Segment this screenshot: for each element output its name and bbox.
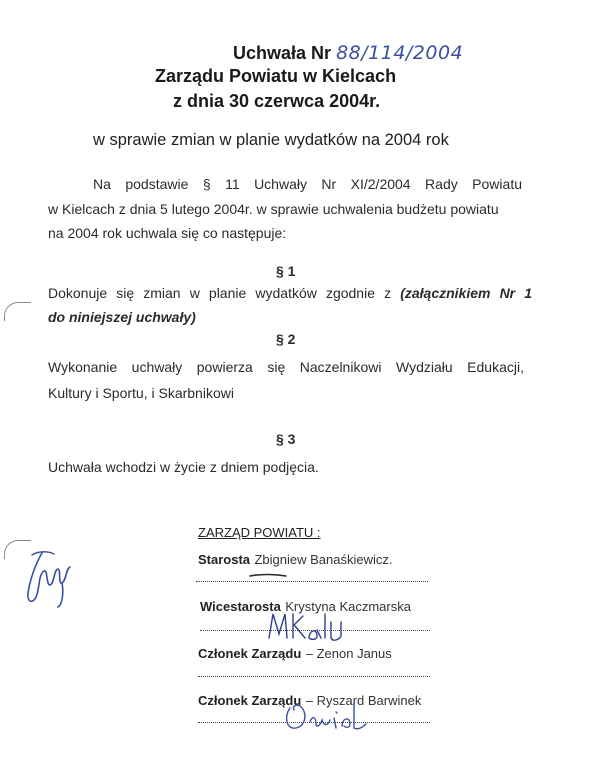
margin-initials-signature bbox=[18, 545, 78, 615]
section-3-mark: § 3 bbox=[276, 431, 296, 447]
section-2-line-2: Kultury i Sportu, i Skarbnikowi bbox=[48, 385, 234, 401]
member-name: Krystyna Kaczmarska bbox=[285, 599, 411, 614]
czlonek-barwinek-signature bbox=[280, 698, 390, 738]
board-member-1 bbox=[198, 551, 393, 569]
preamble-line-1: Na podstawie § 11 Uchwały Nr XI/2/2004 Rady Powiatu bbox=[93, 176, 522, 192]
date-line: z dnia 30 czerwca 2004r. bbox=[173, 91, 381, 111]
handwritten-number: 88/114/2004 bbox=[336, 42, 464, 64]
member-role: Wicestarosta bbox=[200, 599, 281, 614]
resolution-title bbox=[233, 42, 463, 64]
preamble-line-3: na 2004 rok uchwala się co następuje: bbox=[48, 225, 287, 241]
section-1-line-1 bbox=[48, 281, 532, 305]
member-name: – Zenon Janus bbox=[305, 646, 392, 661]
section-1-mark: § 1 bbox=[276, 263, 296, 279]
section-2-line-1: Wykonanie uchwały powierza się Naczelnikowi Wydziału Edukacji, bbox=[48, 359, 524, 375]
subject-line: w sprawie zmian w planie wydatków na 2004 rok bbox=[93, 131, 449, 149]
member-role: Starosta bbox=[198, 552, 251, 567]
member-name: Zbigniew Banaśkiewicz. bbox=[254, 552, 393, 567]
punch-hole-top bbox=[4, 302, 31, 321]
section-1-text: Dokonuje się zmian w planie wydatków zgodnie z bbox=[48, 285, 392, 301]
signature-line-1 bbox=[196, 581, 428, 582]
section-2-mark: § 2 bbox=[276, 331, 296, 347]
signature-line-3 bbox=[198, 676, 430, 677]
member-role: Członek Zarządu bbox=[198, 646, 302, 661]
preamble-line-2: w Kielcach z dnia 5 lutego 2004r. w sprawie uchwalenia budżetu powiatu bbox=[48, 201, 499, 217]
section-3-line-1: Uchwała wchodzi w życie z dniem podjęcia. bbox=[48, 459, 319, 475]
starosta-underline-stroke bbox=[248, 572, 288, 580]
section-1-attachment-ref: (załącznikiem Nr 1 bbox=[400, 285, 533, 301]
member-role: Członek Zarządu bbox=[198, 693, 302, 708]
member-name: – Ryszard Barwinek bbox=[305, 693, 422, 708]
board-heading: ZARZĄD POWIATU : bbox=[198, 525, 321, 540]
wicestarosta-signature bbox=[265, 608, 355, 648]
title-prefix: Uchwała Nr bbox=[233, 43, 332, 63]
section-1-line-2: do niniejszej uchwały) bbox=[48, 309, 196, 325]
issuer-line: Zarządu Powiatu w Kielcach bbox=[155, 66, 397, 86]
